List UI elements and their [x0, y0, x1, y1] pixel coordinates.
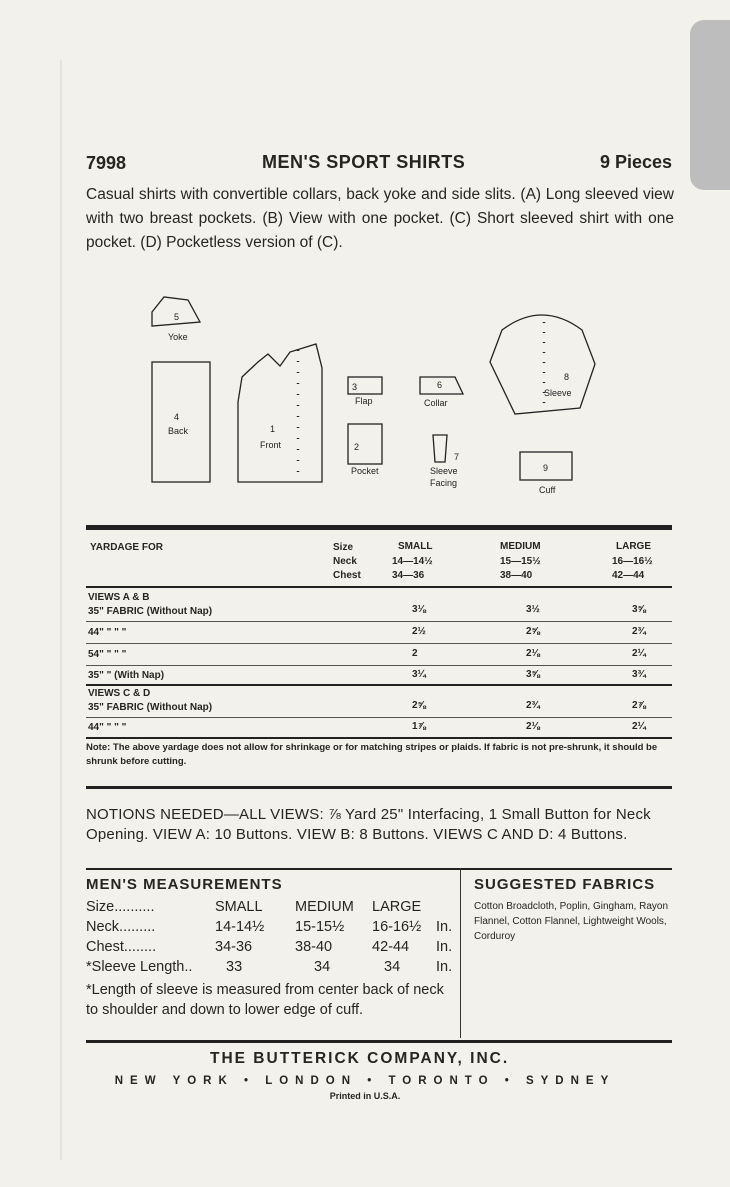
table-row: 35" " (With Nap) [88, 670, 165, 681]
yoke-label: Yoke [168, 332, 188, 342]
measure-medium: 15-15½ [295, 919, 345, 935]
cell: 2¾ [526, 700, 540, 711]
row-line [86, 665, 672, 666]
neck-medium: 15—15½ [500, 556, 541, 567]
measure-label: *Sleeve Length.. [86, 959, 193, 975]
envelope-flap-tab [690, 20, 730, 190]
cell: 3¼ [412, 669, 426, 680]
pattern-description: Casual shirts with convertible collars, back yoke and side slits. (A) Long sleeved view with two breast pockets. (B) View with one pocket. (C) Short sleeved shirt with one pocket. (D) Pocketless version of (C). [86, 186, 674, 251]
chest-medium: 38—40 [500, 570, 533, 581]
yardage-header: YARDAGE FOR [90, 542, 163, 553]
collar-label: Collar [424, 398, 448, 408]
sleeve-facing-label2: Facing [430, 478, 458, 488]
sleeve-label: Sleeve [544, 388, 572, 398]
front-piece [238, 344, 322, 482]
neck-small: 14—14½ [392, 556, 433, 567]
measurements-title: MEN'S MEASUREMENTS [86, 876, 283, 893]
back-piece [152, 362, 210, 482]
measure-small: SMALL [215, 899, 263, 915]
cell: 2 [412, 648, 418, 659]
pattern-number: 7998 [86, 153, 127, 173]
measure-large: 16-16½ [372, 919, 422, 935]
cell: 2¼ [632, 721, 646, 732]
measure-large: LARGE [372, 899, 422, 915]
cell: 3¾ [632, 669, 646, 680]
yoke-num: 5 [174, 312, 180, 322]
measure-small: 33 [226, 959, 243, 975]
yardage-note: Note: The above yardage does not allow for shrinkage or for matching stripes or plaids. If fabric is not pre-shrunk, it should be shrunk before cutting. [86, 742, 658, 767]
sleeve-facing-label1: Sleeve [430, 466, 458, 476]
back-num: 4 [174, 412, 180, 422]
measure-unit: In. [436, 939, 453, 955]
cell: 3⅝ [526, 669, 540, 680]
fold-crease [60, 60, 62, 1160]
chest-label: Chest [333, 570, 361, 581]
row-line [86, 717, 672, 718]
cuff-num: 9 [543, 463, 549, 473]
measure-unit: In. [436, 959, 453, 975]
size-small: SMALL [398, 541, 433, 552]
cell: 2⅝ [412, 700, 426, 711]
section-rule [86, 786, 672, 789]
sleeve-facing-num: 7 [454, 452, 460, 462]
measure-medium: MEDIUM [295, 899, 354, 915]
section-rule [86, 1040, 672, 1043]
measure-medium: 38-40 [295, 939, 333, 955]
cell: 2⅛ [526, 648, 540, 659]
flap-label: Flap [355, 396, 373, 406]
table-row: 44" " " " [88, 722, 127, 733]
cell: 1⅞ [412, 721, 426, 732]
cell: 2¾ [632, 626, 646, 637]
table-rule [86, 684, 672, 686]
size-large: LARGE [616, 541, 651, 552]
pocket-num: 2 [354, 442, 360, 452]
table-rule [86, 737, 672, 739]
chest-large: 42—44 [612, 570, 645, 581]
sleeve-num: 8 [564, 372, 570, 382]
cell: 2⅛ [526, 721, 540, 732]
front-num: 1 [270, 424, 276, 434]
table-row: 44" " " " [88, 627, 127, 638]
collar-num: 6 [437, 380, 443, 390]
measure-small: 34-36 [215, 939, 253, 955]
flap-num: 3 [352, 382, 358, 392]
column-divider [460, 868, 461, 1038]
printed-in: Printed in U.S.A. [329, 1091, 401, 1101]
row-line [86, 643, 672, 644]
pattern-title: MEN'S SPORT SHIRTS [262, 152, 466, 172]
table-row: 54" " " " [88, 649, 127, 660]
table-rule [86, 586, 672, 588]
table-row: 35" FABRIC (Without Nap) [88, 702, 213, 713]
suggested-fabrics-text: Cotton Broadcloth, Poplin, Gingham, Rayon Flannel, Cotton Flannel, Lightweight Wools, Corduroy [474, 901, 668, 942]
measure-small: 14-14½ [215, 919, 265, 935]
sleeve-length-note: *Length of sleeve is measured from center back of neck to shoulder and down to lower edge of cuff. [86, 982, 444, 1018]
measure-medium: 34 [314, 959, 331, 975]
size-label: Size [333, 542, 354, 553]
piece-count: 9 Pieces [599, 152, 672, 172]
cell: 2⅞ [632, 700, 646, 711]
front-label: Front [260, 440, 282, 450]
group-cd-title: VIEWS C & D [88, 688, 151, 699]
sleeve-piece [490, 315, 595, 414]
cell: 3½ [526, 604, 540, 615]
notions-needed: NOTIONS NEEDED—ALL VIEWS: ⅞ Yard 25" Interfacing, 1 Small Button for Neck Opening. VIEW A: 10 Buttons. VIEW B: 8 Buttons. VIEWS C AND D: 4 Buttons. [86, 806, 651, 843]
pocket-label: Pocket [351, 466, 379, 476]
neck-large: 16—16½ [612, 556, 653, 567]
measure-label: Chest........ [86, 939, 157, 955]
suggested-fabrics-title: SUGGESTED FABRICS [474, 876, 656, 893]
group-ab-title: VIEWS A & B [88, 592, 150, 603]
cell: 2½ [412, 626, 426, 637]
cuff-label: Cuff [539, 485, 556, 495]
measure-unit: In. [436, 919, 453, 935]
cell: 3⅛ [412, 604, 426, 615]
neck-label: Neck [333, 556, 357, 567]
cell: 2⅝ [526, 626, 540, 637]
measure-large: 42-44 [372, 939, 410, 955]
chest-small: 34—36 [392, 570, 425, 581]
measure-label: Size.......... [86, 899, 155, 915]
row-line [86, 621, 672, 622]
back-label: Back [168, 426, 189, 436]
pattern-pieces-diagram [140, 292, 610, 502]
measure-label: Neck......... [86, 919, 156, 935]
measure-large: 34 [384, 959, 401, 975]
size-medium: MEDIUM [500, 541, 541, 552]
sleeve-facing-piece [433, 435, 447, 462]
table-top-rule [86, 525, 672, 530]
cell: 3⅝ [632, 604, 646, 615]
company-name: THE BUTTERICK COMPANY, INC. [210, 1050, 510, 1067]
section-rule [86, 868, 672, 870]
cell: 2¼ [632, 648, 646, 659]
company-cities: NEW YORK • LONDON • TORONTO • SYDNEY [114, 1075, 616, 1087]
table-row: 35" FABRIC (Without Nap) [88, 606, 213, 617]
